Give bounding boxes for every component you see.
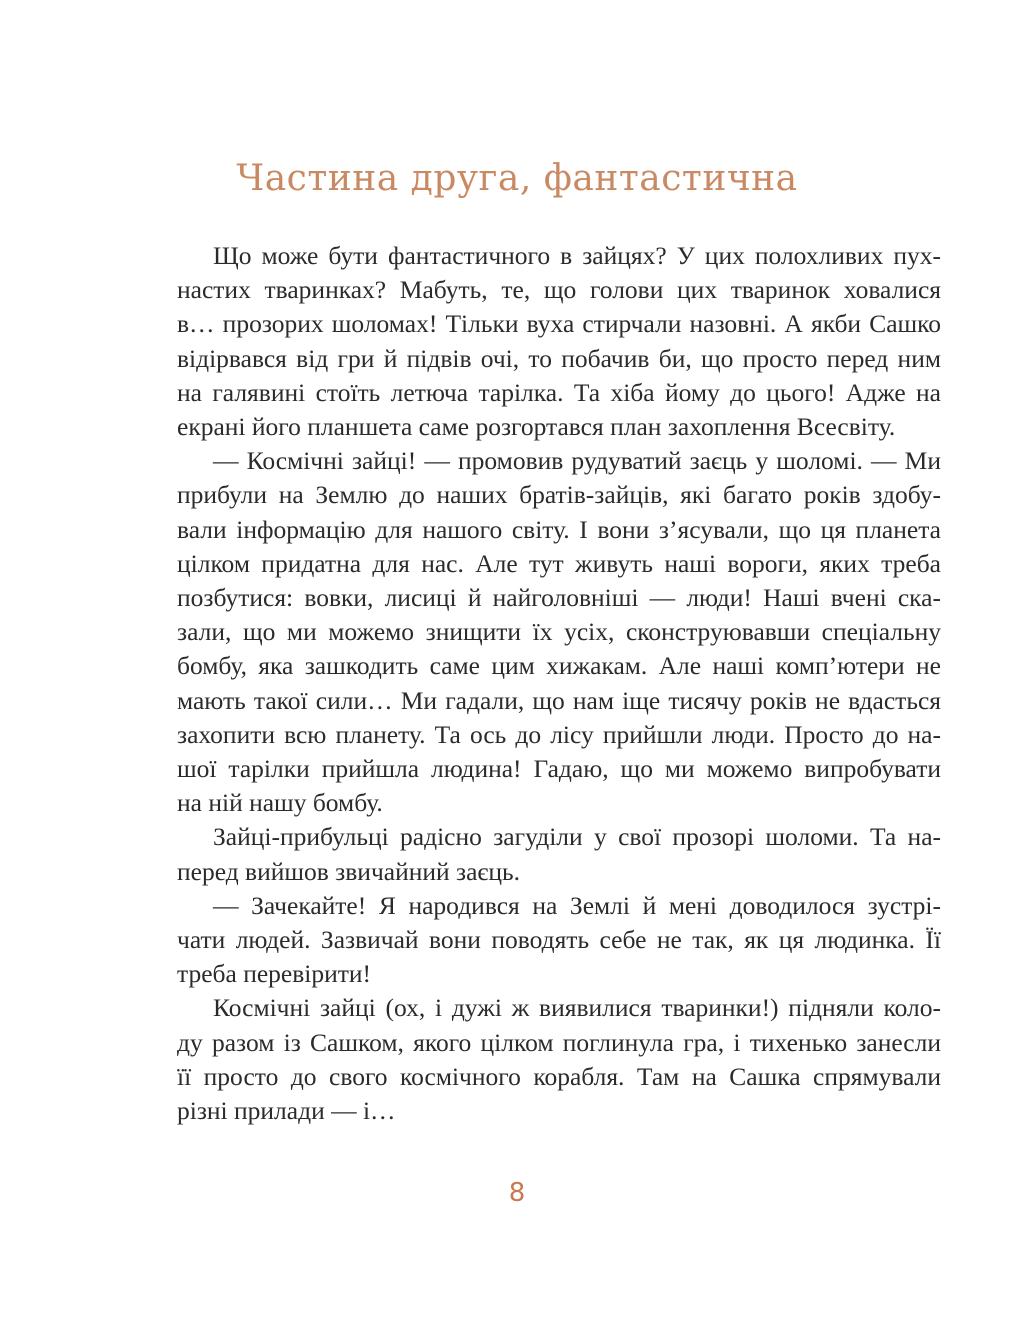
text-line: Космічні зайці (ох, і дужі ж виявилися тваринки!) підняли коло- <box>213 993 941 1023</box>
text-line: перед вийшов звичайний заєць. <box>177 856 521 886</box>
text-line: — Космічні зайці! — промовив рудуватий заєць у шоломі. — Ми <box>213 446 941 476</box>
text-line: Зайці-прибульці радісно загуділи у свої прозорі шоломи. Та на- <box>213 822 941 852</box>
text-line: прибули на Землю до наших братів-зайців, які багато років здобу- <box>177 480 941 510</box>
paragraph-3 <box>177 820 941 888</box>
text-line: чати людей. Зазвичай вони поводять себе не так, як ця людинка. Її <box>177 925 941 955</box>
text-line: захопити всю планету. Та ось до лісу прийшли люди. Просто до на- <box>177 719 941 749</box>
text-line: в… прозорих шоломах! Тільки вуха стирчали назовні. А якби Сашко <box>177 309 941 339</box>
body-text <box>177 239 941 1128</box>
text-line: на галявині стоїть летюча тарілка. Та хіба йому до цього! Адже на <box>177 377 941 407</box>
text-line: мають такої сили… Ми гадали, що нам іще тисячу років не вдасться <box>177 685 941 715</box>
text-line: позбутися: вовки, лисиці й найголовніші — люди! Наші вчені ска- <box>177 583 941 613</box>
page-number: 8 <box>508 1178 526 1208</box>
text-line: настих тваринках? Мабуть, те, що голови цих тваринок ховалися <box>177 275 941 305</box>
text-line: треба перевірити! <box>177 959 372 989</box>
text-line: її просто до свого космічного корабля. Там на Сашка спрямували <box>177 1061 941 1091</box>
text-line: різні прилади — і… <box>177 1096 396 1126</box>
text-line: відірвався від гри й підвів очі, то побачив би, що просто перед ним <box>177 343 941 373</box>
paragraph-5 <box>177 991 941 1128</box>
text-line: цілком придатна для нас. Але тут живуть наші вороги, яких треба <box>177 548 941 578</box>
paragraph-2 <box>177 444 941 820</box>
text-line: ду разом із Сашком, якого цілком поглинула гра, і тихенько занесли <box>177 1027 941 1057</box>
text-line: шої тарілки прийшла людина! Гадаю, що ми можемо випробувати <box>177 754 941 784</box>
paragraph-1 <box>177 239 941 444</box>
text-line: зали, що ми можемо знищити їх усіх, сконструювавши спеціальну <box>177 617 941 647</box>
chapter-title: Частина друга, фантастична <box>236 158 798 199</box>
text-line: на ній нашу бомбу. <box>177 788 383 818</box>
text-line: — Зачекайте! Я народився на Землі й мені доводилося зустрі- <box>213 890 941 920</box>
text-line: екрані його планшета саме розгортався план захоплення Всесвіту. <box>177 412 896 442</box>
text-line: бомбу, яка зашкодить саме цим хижакам. Але наші комп’ютери не <box>177 651 941 681</box>
paragraph-4 <box>177 889 941 992</box>
text-line: вали інформацію для нашого світу. І вони з’ясували, що ця планета <box>177 514 941 544</box>
text-line: Що може бути фантастичного в зайцях? У цих полохливих пух- <box>213 241 941 270</box>
